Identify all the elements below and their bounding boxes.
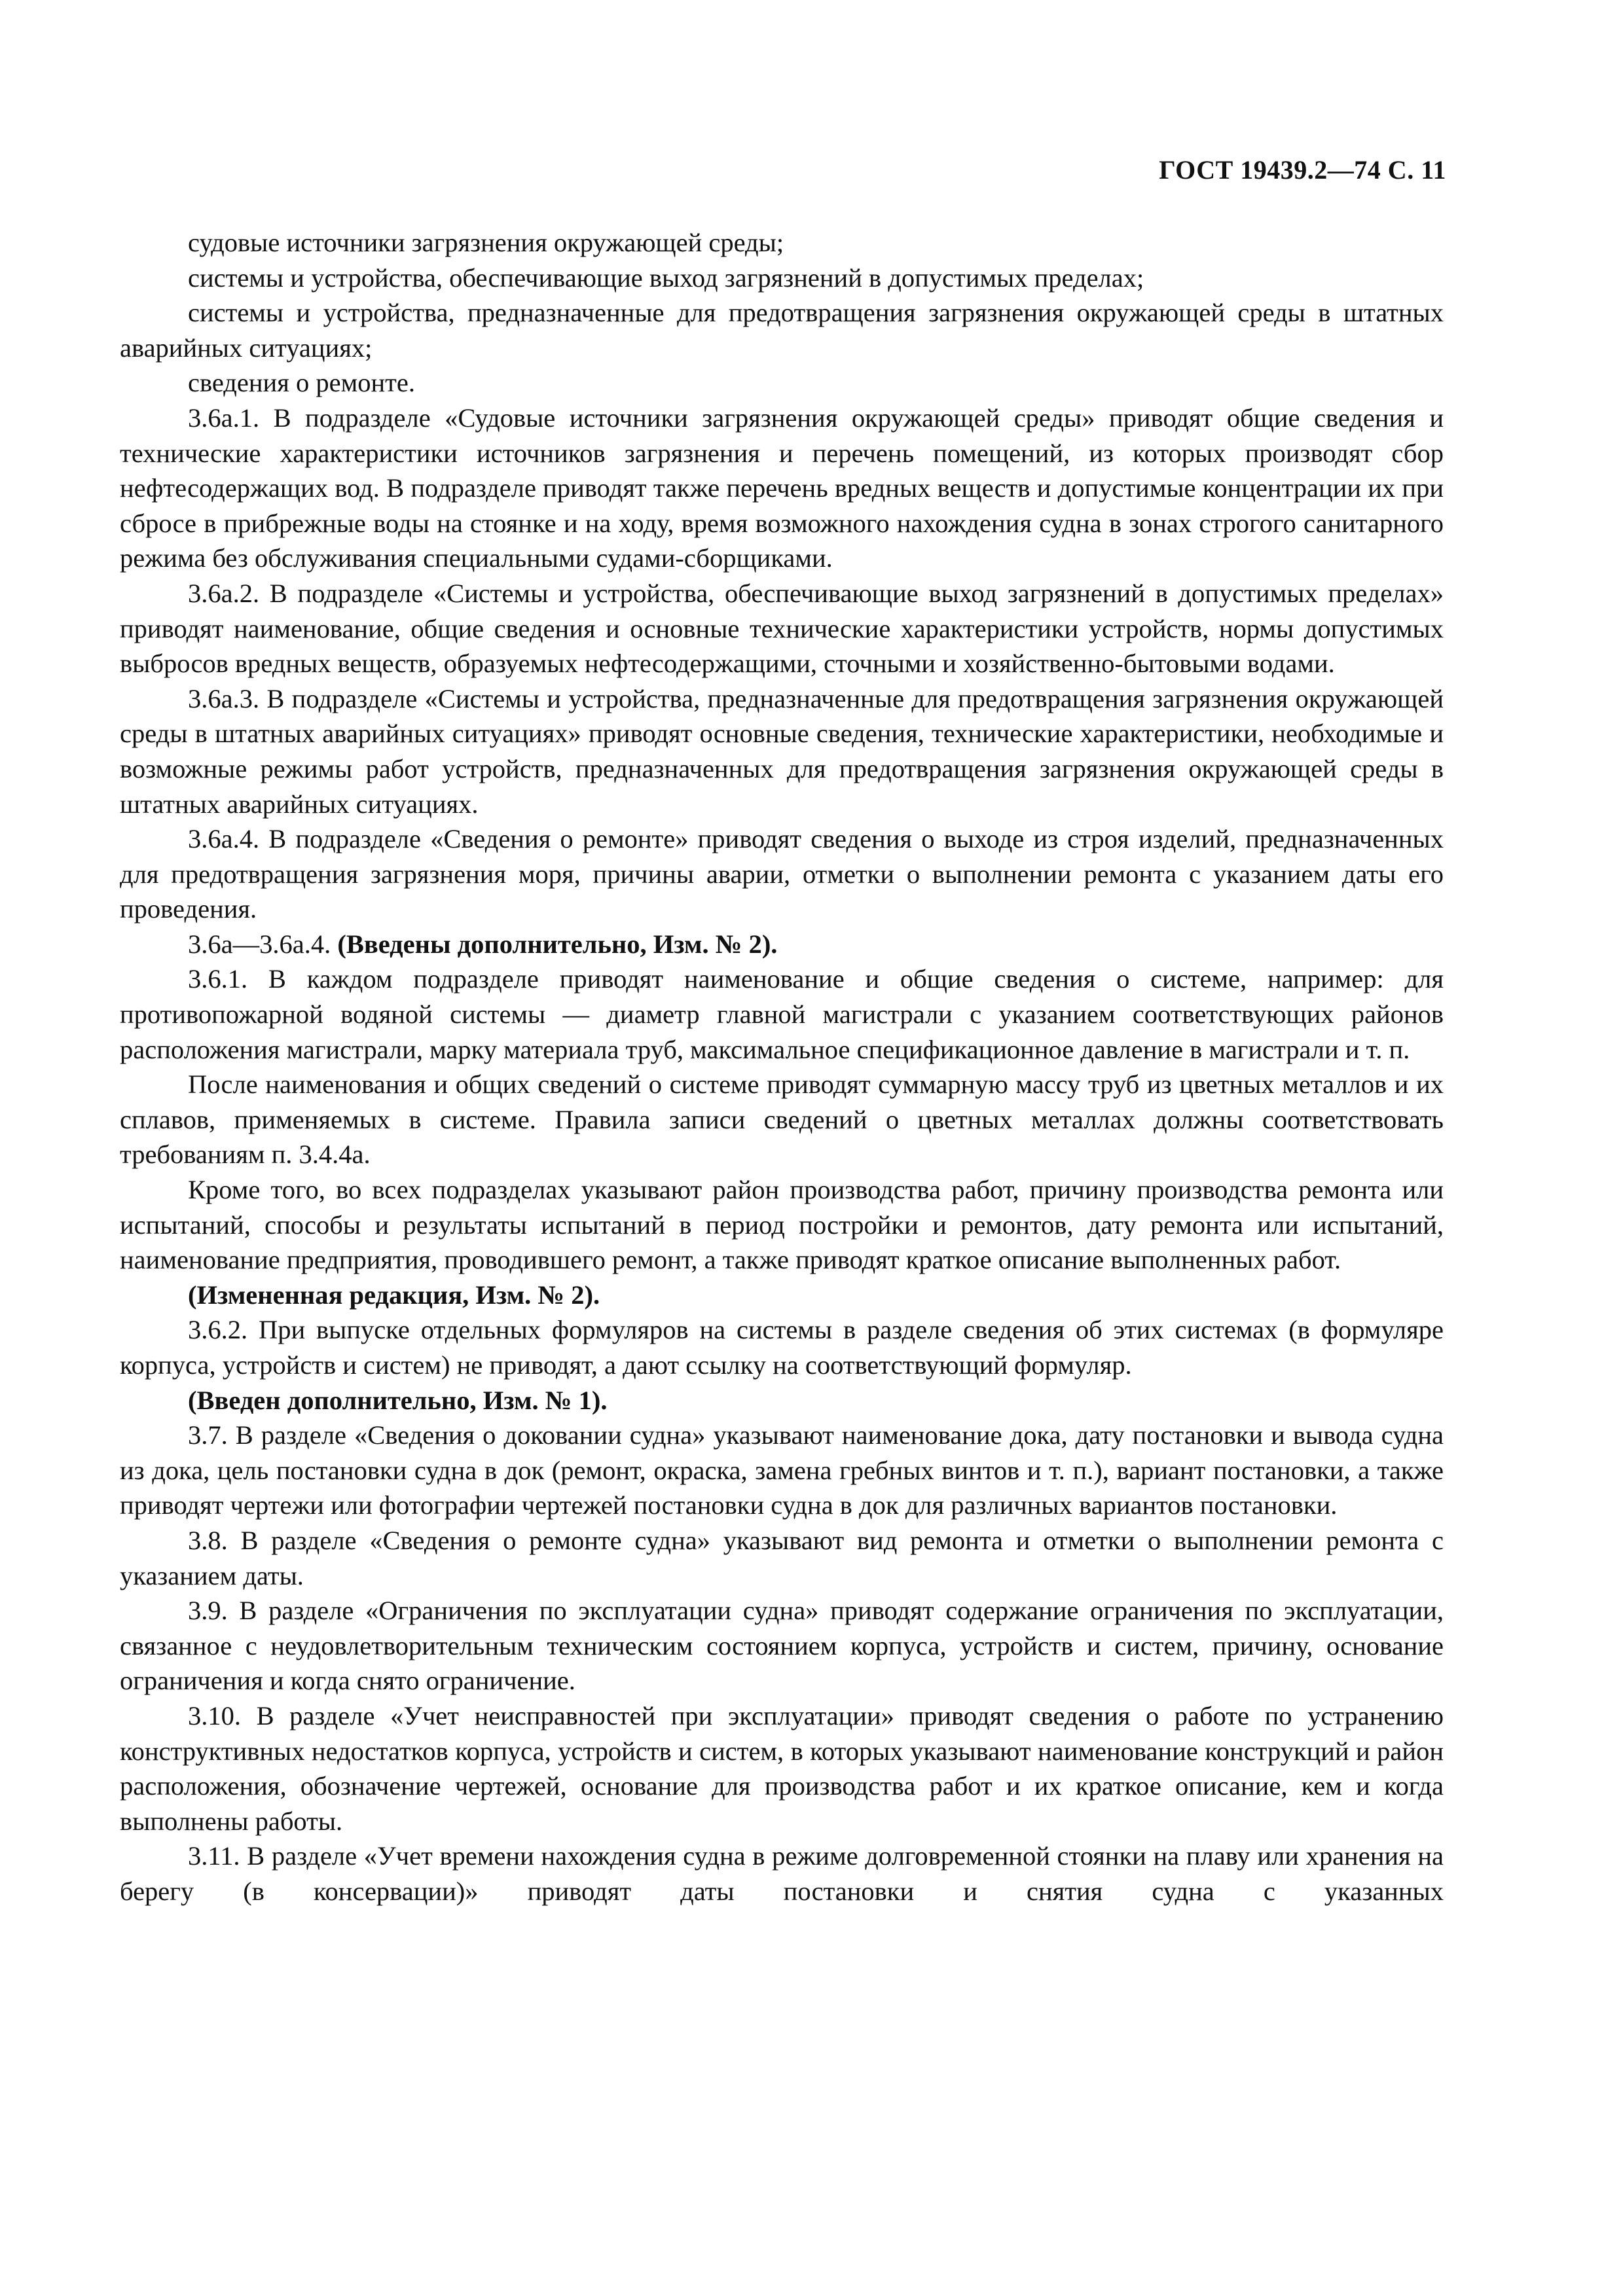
paragraph: 3.6а.3. В подразделе «Системы и устройства, предназначенные для предотвращения загрязнения окружающей среды в штатных аварийных ситуациях» приводят основные сведения, технические характеристики, необходимые и возможные режимы работ устройств, предназначенных для предотвращения загрязнения окружающей среды в штатных аварийных ситуациях. (120, 683, 1444, 819)
amendment-note (120, 1278, 1444, 1313)
paragraph: 3.6а.2. В подразделе «Системы и устройства, обеспечивающие выход загрязнений в допустимых пределах» приводят наименование, общие сведения и основные технические характеристики устройств, нормы допустимых выбросов вредных веществ, образуемых нефтесодержащими, сточными и хозяйственно-бытовыми водами. (120, 578, 1444, 679)
amendment-note (120, 927, 1444, 962)
paragraph: 3.6а.4. В подразделе «Сведения о ремонте» приводят сведения о выходе из строя изделий, предназначенных для предотвращения загрязнения моря, причины аварии, отметки о выполнении ремонта с указанием даты его проведения. (120, 824, 1444, 924)
paragraph: системы и устройства, предназначенные для предотвращения загрязнения окружающей среды в штатных аварийных ситуациях; (120, 298, 1444, 363)
page-header: ГОСТ 19439.2—74 С. 11 (1159, 155, 1446, 185)
paragraph: системы и устройства, обеспечивающие выход загрязнений в допустимых пределах; (188, 262, 1144, 293)
amendment-note (120, 1383, 1444, 1418)
paragraph: 3.6.2. При выпуске отдельных формуляров на системы в разделе сведения об этих системах (в формуляре корпуса, устройств и систем) не приводят, а дают ссылку на соответствующий формуляр. (120, 1315, 1444, 1380)
paragraph: 3.6а.1. В подразделе «Судовые источники загрязнения окружающей среды» приводят общие сведения и технические характеристики источников загрязнения и перечень помещений, из которых производят сбор нефтесодержащих вод. В подразделе приводят также перечень вредных веществ и допустимые концентрации их при сбросе в прибрежные воды на стоянке и на ходу, время возможного нахождения судна в зонах строгого санитарного режима без обслуживания специальными судами-сборщиками. (120, 403, 1444, 573)
paragraph: 3.11. В разделе «Учет времени нахождения судна в режиме долговременной стоянки на плаву или хранения на берегу (в консервации)» приводят даты постановки и снятия судна с указанных (120, 1841, 1444, 1906)
amendment-text: (Введен дополнительно, Изм. № 1). (188, 1385, 608, 1415)
paragraph: После наименования и общих сведений о системе приводят суммарную массу труб из цветных металлов и их сплавов, применяемых в системе. Правила записи сведений о цветных металлах должны соответствовать требованиям п. 3.4.4а. (120, 1069, 1444, 1170)
paragraph: судовые источники загрязнения окружающей среды; (188, 228, 784, 257)
paragraph: 3.7. В разделе «Сведения о доковании судна» указывают наименование дока, дату постановки и вывода судна из дока, цель постановки судна в док (ремонт, окраска, замена гребных винтов и т. п.), вариант постановки, а также приводят чертежи или фотографии чертежей постановки судна в док для различных вариантов постановки. (120, 1420, 1444, 1520)
paragraph: сведения о ремонте. (188, 368, 415, 398)
amendment-text: (Введены дополнительно, Изм. № 2). (337, 929, 778, 959)
amendment-ref: 3.6а—3.6а.4. (188, 929, 331, 959)
amendment-text: (Измененная редакция, Изм. № 2). (188, 1280, 600, 1310)
paragraph: 3.10. В разделе «Учет неисправностей при эксплуатации» приводят сведения о работе по устранению конструктивных недостатков корпуса, устройств и систем, в которых указывают наименование конструкций и район расположения, обозначение чертежей, основание для производства работ и их краткое описание, кем и когда выполнены работы. (120, 1700, 1444, 1836)
paragraph: 3.6.1. В каждом подразделе приводят наименование и общие сведения о системе, например: для противопожарной водяной системы — диаметр главной магистрали с указанием соответствующих районов расположения магистрали, марку материала труб, максимальное спецификационное давление в магистрали и т. п. (120, 964, 1444, 1064)
paragraph: 3.9. В разделе «Ограничения по эксплуатации судна» приводят содержание ограничения по эксплуатации, связанное с неудовлетворительным техническим состоянием корпуса, устройств и систем, причину, основание ограничения и когда снято ограничение. (120, 1596, 1444, 1696)
document-body (120, 225, 1444, 1909)
paragraph: 3.8. В разделе «Сведения о ремонте судна» указывают вид ремонта и отметки о выполнении ремонта с указанием даты. (120, 1525, 1444, 1590)
paragraph: Кроме того, во всех подразделах указывают район производства работ, причину производства ремонта или испытаний, способы и результаты испытаний в период постройки и ремонтов, дату ремонта или испытаний, наименование предприятия, проводившего ремонт, а также приводят краткое описание выполненных работ. (120, 1175, 1444, 1275)
